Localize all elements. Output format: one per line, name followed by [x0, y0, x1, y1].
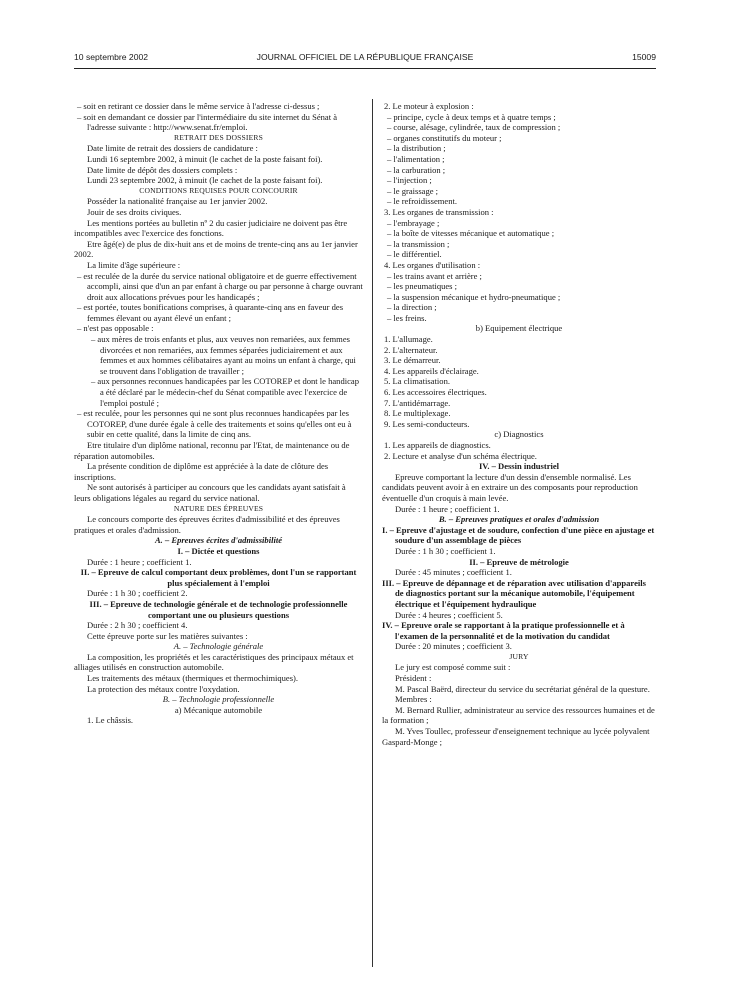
list-item: – les trains avant et arrière ;: [387, 270, 482, 281]
list-item: 8. Le multiplexage.: [384, 408, 451, 419]
paragraph: Posséder la nationalité française au 1er janvier 2002.: [87, 196, 268, 207]
list-item: – la distribution ;: [387, 143, 446, 154]
exam-heading: IV. – Epreuve orale se rapportant à la pratique professionnelle et à l'examen de la personnalité et de la motivation du candidat: [382, 620, 625, 641]
list-item: 5. La climatisation.: [384, 376, 450, 387]
exam-heading: III. – Epreuve de technologie générale et de technologie professionnelle comportant une ou plusieurs questions: [89, 598, 348, 620]
page-number: 15009: [632, 52, 656, 62]
list-item: – l'alimentation ;: [387, 153, 445, 164]
column-divider: [372, 99, 373, 967]
list-item: – est reculée de la durée du service national obligatoire et de guerre effectivement accompli, ainsi que d'un an par enfant à charge ou par personne à charge ouvrant droit aux allocations prévues pour les handicapés ;: [77, 270, 363, 302]
list-item: – aux mères de trois enfants et plus, aux veuves non remariées, aux femmes divorcées et non remariées, aux femmes séparées judiciairement et aux femmes et aux hommes célibataires ayant au moins un enfant à charge, qui se trouvent dans l'obligation de travailler ;: [91, 334, 356, 376]
exam-heading: III. – Epreuve de dépannage et de réparation avec utilisation d'appareils de diagnostics portant sur la mécanique automobile, l'équipement électrique et l'équipement hydraulique: [382, 577, 646, 609]
page-header: [74, 52, 656, 66]
paragraph: – soit en demandant ce dossier par l'intermédiaire du site internet du Sénat à l'adresse suivante : http://www.senat.fr/emploi.: [77, 111, 337, 133]
exam-heading: IV. – Dessin industriel: [478, 461, 560, 472]
paragraph: Durée : 45 minutes ; coefficient 1.: [395, 567, 512, 578]
section-heading: JURY: [509, 651, 529, 661]
list-item: – course, alésage, cylindrée, taux de compression ;: [387, 122, 561, 133]
list-item: 9. Les semi-conducteurs.: [384, 418, 470, 429]
paragraph: Président :: [395, 673, 432, 684]
paragraph: Durée : 1 heure ; coefficient 1.: [395, 503, 500, 514]
left-column: [74, 101, 363, 726]
paragraph: M. Pascal Baërd, directeur du service du secrétariat général de la questure.: [395, 683, 650, 694]
paragraph: Membres :: [395, 694, 432, 705]
subsection-heading: B. – Epreuves pratiques et orales d'admission: [438, 514, 600, 525]
list-item: – la boîte de vitesses mécanique et automatique ;: [387, 228, 555, 239]
journal-title: JOURNAL OFFICIEL DE LA RÉPUBLIQUE FRANÇAISE: [256, 52, 474, 62]
list-item: – le refroidissement.: [387, 196, 458, 207]
paragraph: M. Yves Toullec, professeur d'enseignement technique au lycée polyvalent Gaspard-Monge ;: [382, 726, 650, 747]
list-item: 3. Les organes de transmission :: [384, 206, 494, 217]
list-item: – la direction ;: [387, 302, 437, 313]
paragraph: Ne sont autorisés à participer au concours que les candidats ayant satisfait à leurs obligations légales au regard du service national.: [74, 482, 346, 503]
list-item: – les freins.: [387, 312, 427, 323]
list-item: – la suspension mécanique et hydro-pneumatique ;: [387, 291, 561, 302]
paragraph: La limite d'âge supérieure :: [87, 259, 181, 270]
list-item: – le différentiel.: [387, 249, 442, 260]
paragraph: Epreuve comportant la lecture d'un dessin d'ensemble normalisé. Les candidats peuvent avoir à en extraire un des composants pour reproduction éventuelle d'un croquis à main levée.: [382, 471, 638, 503]
subsection-heading: a) Mécanique automobile: [174, 704, 263, 715]
list-item: 3. Le démarreur.: [384, 355, 441, 366]
paragraph: Lundi 16 septembre 2002, à minuit (le cachet de la poste faisant foi).: [87, 153, 323, 164]
paragraph: Etre titulaire d'un diplôme national, reconnu par l'Etat, de maintenance ou de réparation automobiles.: [74, 440, 350, 461]
subsection-heading: b) Equipement électrique: [475, 323, 563, 334]
paragraph: La présente condition de diplôme est appréciée à la date de clôture des inscriptions.: [74, 461, 329, 482]
list-item: – n'est pas opposable :: [77, 323, 154, 334]
exam-heading: I. – Dictée et questions: [177, 545, 260, 556]
paragraph: Le jury est composé comme suit :: [395, 662, 511, 673]
subsection-heading: B. – Technologie professionnelle: [162, 694, 275, 705]
paragraph: La composition, les propriétés et les caractéristiques des principaux métaux et alliages utilisés en construction automobile.: [74, 651, 354, 673]
paragraph: Durée : 2 h 30 ; coefficient 4.: [87, 620, 188, 631]
paragraph: M. Bernard Rullier, administrateur au service des ressources humaines et de la formation ;: [382, 704, 655, 726]
list-item: – la transmission ;: [387, 238, 450, 249]
list-item: – l'embrayage ;: [387, 217, 440, 228]
list-item: 7. L'antidémarrage.: [384, 397, 451, 408]
exam-heading: II. – Epreuve de calcul comportant deux problèmes, dont l'un se rapportant plus spécialement à l'emploi: [80, 567, 357, 588]
section-heading: CONDITIONS REQUISES POUR CONCOURIR: [139, 185, 298, 195]
list-item: 6. Les accessoires électriques.: [384, 387, 487, 398]
paragraph: Durée : 1 heure ; coefficient 1.: [87, 556, 192, 567]
list-item: – l'injection ;: [387, 175, 432, 186]
list-item: – le graissage ;: [387, 185, 439, 196]
header-date: 10 septembre 2002: [74, 52, 149, 62]
list-item: 4. Les organes d'utilisation :: [384, 259, 481, 270]
paragraph: Date limite de retrait des dossiers de candidature :: [87, 143, 258, 154]
list-item: 1. L'allumage.: [384, 334, 433, 345]
paragraph: Les traitements des métaux (thermiques et thermochimiques).: [87, 673, 298, 684]
list-item: 4. Les appareils d'éclairage.: [384, 365, 479, 376]
exam-heading: II. – Epreuve de métrologie: [469, 556, 569, 567]
exam-heading: I. – Epreuve d'ajustage et de soudure, confection d'une pièce en ajustage et soudure d'un assemblage de pièces: [382, 524, 655, 546]
list-item: – aux personnes reconnues handicapées par les COTOREP et dont le handicap a été déclaré par le médecin-chef du Sénat compatible avec l'exercice de l'emploi postulé ;: [91, 376, 359, 408]
list-item: 1. Le châssis.: [87, 715, 134, 726]
list-item: – est reculée, pour les personnes qui ne sont plus reconnues handicapées par les COTOREP, d'une durée égale à celle des traitements et soins qu'elles ont eu à subir en cette qualité, dans la limite de cinq ans.: [77, 408, 352, 440]
list-item: 2. Lecture et analyse d'un schéma électrique.: [384, 450, 537, 461]
paragraph: Jouir de ses droits civiques.: [87, 206, 182, 217]
paragraph: Les mentions portées au bulletin nº 2 du casier judiciaire ne doivent pas être incompatibles avec l'exercice des fonctions.: [74, 217, 348, 239]
paragraph: La protection des métaux contre l'oxydation.: [87, 683, 240, 694]
paragraph: Le concours comporte des épreuves écrites d'admissibilité et des épreuves pratiques et orales d'admission.: [74, 514, 340, 535]
subsection-heading: A. – Technologie générale: [173, 641, 264, 652]
right-column: [382, 101, 656, 747]
section-heading: RETRAIT DES DOSSIERS: [174, 132, 263, 142]
paragraph: Durée : 1 h 30 ; coefficient 2.: [87, 588, 188, 599]
list-item: – organes constitutifs du moteur ;: [387, 132, 502, 143]
paragraph: Date limite de dépôt des dossiers complets :: [87, 164, 238, 175]
list-item: – les pneumatiques ;: [387, 281, 458, 292]
paragraph: Durée : 1 h 30 ; coefficient 1.: [395, 545, 496, 556]
paragraph: Lundi 23 septembre 2002, à minuit (le cachet de la poste faisant foi).: [87, 175, 323, 186]
subsection-heading: A. – Epreuves écrites d'admissibilité: [154, 535, 282, 546]
list-item: 2. L'alternateur.: [384, 344, 438, 355]
list-item: 2. Le moteur à explosion :: [384, 101, 474, 111]
subsection-heading: c) Diagnostics: [494, 429, 544, 440]
list-item: – principe, cycle à deux temps et à quatre temps ;: [387, 111, 556, 122]
header-rule: [74, 68, 656, 69]
paragraph: Etre âgé(e) de plus de dix-huit ans et de moins de trente-cinq ans au 1er janvier 2002.: [74, 238, 358, 260]
section-heading: NATURE DES ÉPREUVES: [173, 503, 264, 513]
list-item: – la carburation ;: [387, 164, 446, 175]
paragraph: Durée : 20 minutes ; coefficient 3.: [395, 641, 512, 652]
paragraph: Cette épreuve porte sur les matières suivantes :: [87, 630, 248, 641]
paragraph: Durée : 4 heures ; coefficient 5.: [395, 609, 503, 620]
paragraph: – soit en retirant ce dossier dans le même service à l'adresse ci-dessus ;: [77, 101, 320, 111]
list-item: 1. Les appareils de diagnostics.: [384, 440, 491, 450]
list-item: – est portée, toutes bonifications comprises, à quarante-cinq ans en faveur des femmes élevant ou ayant élevé un enfant ;: [77, 302, 344, 323]
